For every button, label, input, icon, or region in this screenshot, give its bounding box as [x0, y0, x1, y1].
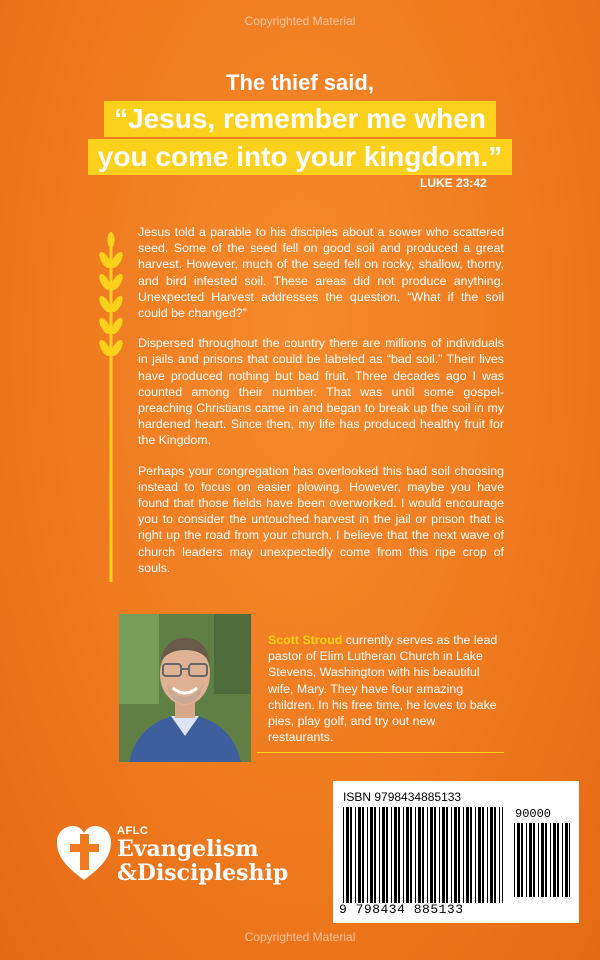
- watermark-top: Copyrighted Material: [244, 14, 356, 28]
- price-code: 90000: [515, 807, 552, 821]
- logo-org: AFLC: [117, 825, 149, 837]
- divider: [257, 752, 504, 753]
- barcode-bars: [343, 807, 503, 903]
- quote-intro: The thief said,: [226, 70, 374, 95]
- author-photo: [119, 614, 251, 762]
- cover-quote: [0, 70, 600, 176]
- wheat-icon: [96, 230, 126, 585]
- paragraph-3: Perhaps your congregation has overlooked this bad soil choosing instead to focus on easier plowing. However, maybe you have found that those fields have been overworked. I would encourage you to consider the untouched harvest in the jail or prison that is right up the road from your church. I believe that the next wave of church leaders may unexpectedly come from this ripe crop of souls.: [138, 463, 504, 575]
- paragraph-2: Dispersed throughout the country there are millions of individuals in jails and prisons that could be labeled as “bad soil.” Their lives have produced nothing but bad fruit. Three decades ago I was counted among their number. That was until some gospel-preaching Christians came in and began to break up the soil in my hardened heart. Since then, my life has produced healthy fruit for the Kingdom.: [138, 336, 504, 448]
- back-cover-text: [138, 224, 504, 590]
- publisher-logo: [55, 822, 305, 892]
- logo-line-2: &Discipleship: [117, 860, 289, 886]
- author-name: Scott Stroud: [268, 633, 343, 647]
- quote-line-2: you come into your kingdom.”: [88, 139, 512, 175]
- cross-heart-icon: [55, 824, 113, 884]
- paragraph-1: Jesus told a parable to his disciples about a sower who scattered seed. Some of the seed fell on good soil and produced a great harvest. However, much of the seed fell on rocky, shallow, thorny, and bird infested soil. These areas did not produce anything. Unexpected Harvest addresses the question, “What if the soil could be changed?”: [138, 225, 504, 321]
- logo-line-1: Evangelism: [117, 836, 259, 862]
- price-barcode-bars: [514, 823, 570, 897]
- quote-line-1: “Jesus, remember me when: [104, 101, 496, 137]
- isbn-label: ISBN 9798434885133: [343, 790, 462, 804]
- isbn-digits: 9 798434 885133: [339, 902, 464, 917]
- author-bio: [268, 632, 504, 745]
- watermark-bottom: Copyrighted Material: [244, 930, 356, 944]
- barcode: [333, 781, 579, 923]
- scripture-reference: LUKE 23:42: [420, 176, 487, 190]
- author-bio-text: currently serves as the lead pastor of Elim Lutheran Church in Lake Stevens, Washington with his beautiful wife, Mary. They have four amazing children. In his free time, he loves to bake pies, play golf, and try out new restaurants.: [268, 633, 498, 745]
